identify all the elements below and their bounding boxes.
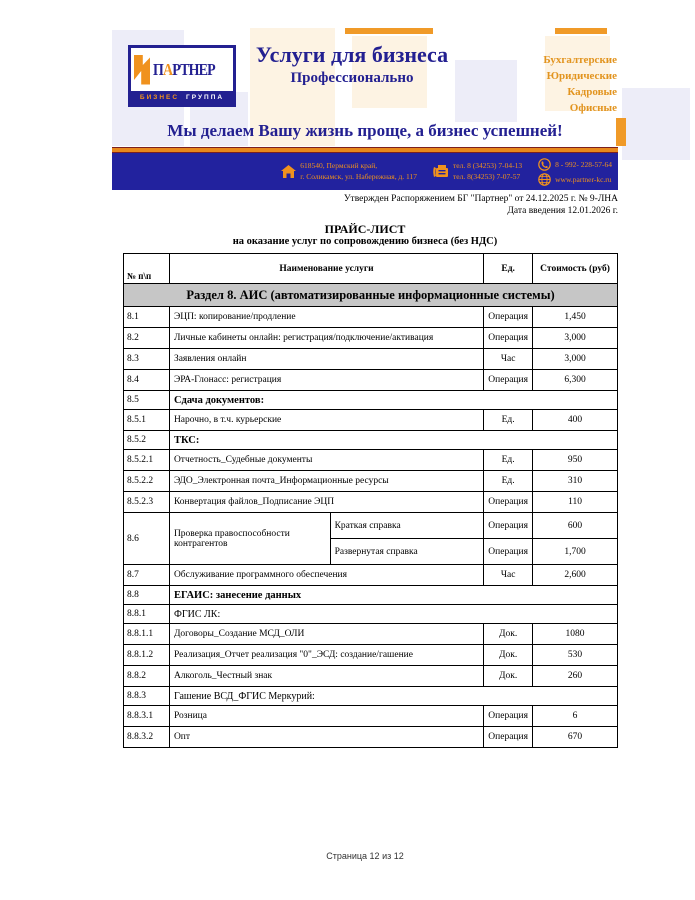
header-name: Наименование услуги: [169, 254, 483, 284]
row-number-cell: 8.7: [124, 565, 170, 586]
service-name-cell: Алкоголь_Честный знак: [169, 666, 483, 687]
price-cell: 1080: [533, 624, 618, 645]
table-split-row: [124, 513, 618, 539]
row-number-cell: 8.3: [124, 349, 170, 370]
row-number-cell: 8.8.3.2: [124, 727, 170, 748]
group-name-cell: Гашение ВСД_ФГИС Меркурий:: [169, 687, 617, 706]
row-number-cell: 8.6: [124, 513, 170, 565]
price-cell: 670: [533, 727, 618, 748]
service-name-cell: Конвертация файлов_Подписание ЭЦП: [169, 492, 483, 513]
row-number-cell: 8.8.1.2: [124, 645, 170, 666]
viber-phone-icon: [538, 158, 551, 171]
table-row: [124, 645, 618, 666]
table-row: [124, 624, 618, 645]
unit-cell: Ед.: [484, 410, 533, 431]
row-number-cell: 8.5.1: [124, 410, 170, 431]
header-price: Стоимость (руб): [533, 254, 618, 284]
house-icon: [281, 165, 296, 179]
address-line2: г. Соликамск, ул. Набережная, д. 117: [300, 171, 418, 181]
table-row: [124, 471, 618, 492]
section-header-row: [124, 284, 618, 307]
table-group-row: [124, 586, 618, 605]
unit-cell: Операция: [484, 539, 533, 565]
table-row: [124, 328, 618, 349]
table-row: [124, 410, 618, 431]
unit-cell: Час: [484, 349, 533, 370]
price-cell: 310: [533, 471, 618, 492]
group-name-cell: ЕГАИС: занесение данных: [169, 586, 617, 605]
address-block: [281, 161, 417, 182]
price-cell: 6,300: [533, 370, 618, 391]
service-name-cell: ЭДО_Электронная почта_Информационные ресурсы: [169, 471, 483, 492]
page-number: Страница 12 из 12: [326, 851, 404, 861]
header-num: № п\п: [124, 254, 170, 284]
row-number-cell: 8.5.2.2: [124, 471, 170, 492]
service-name-cell: Проверка правоспособности контрагентов: [169, 513, 330, 565]
banner-title: Услуги для бизнеса: [255, 42, 449, 67]
price-cell: 950: [533, 450, 618, 471]
row-number-cell: 8.1: [124, 307, 170, 328]
row-number-cell: 8.8: [124, 586, 170, 605]
service-category: Бухгалтерские: [543, 54, 617, 66]
row-number-cell: 8.8.1.1: [124, 624, 170, 645]
service-category: Кадровые: [567, 85, 617, 98]
service-name-cell: Договоры_Создание МСД_ОЛИ: [169, 624, 483, 645]
table-row: [124, 727, 618, 748]
price-cell: 2,600: [533, 565, 618, 586]
document-title: ПРАЙС-ЛИСТ: [324, 222, 406, 236]
web-block: [538, 158, 612, 186]
table-group-row: [124, 431, 618, 450]
unit-cell: Операция: [484, 328, 533, 349]
row-number-cell: 8.8.3.1: [124, 706, 170, 727]
unit-cell: Операция: [484, 727, 533, 748]
contact-bar: [112, 147, 618, 190]
approval-block: [112, 194, 618, 218]
service-categories: [455, 53, 617, 117]
price-cell: 400: [533, 410, 618, 431]
unit-cell: Док.: [484, 666, 533, 687]
row-number-cell: 8.5.2: [124, 431, 170, 450]
table-group-row: [124, 391, 618, 410]
service-name-cell: Личные кабинеты онлайн: регистрация/подключение/активация: [169, 328, 483, 349]
approval-line2: Дата введения 12.01.2026 г.: [507, 205, 618, 216]
price-table: [123, 253, 618, 748]
row-number-cell: 8.2: [124, 328, 170, 349]
group-name-cell: ТКС:: [169, 431, 617, 450]
section-title: Раздел 8. АИС (автоматизированные информационные системы): [124, 284, 618, 307]
phones-block: [433, 161, 522, 182]
sub-option-cell: Краткая справка: [330, 513, 484, 539]
table-row: [124, 492, 618, 513]
service-name-cell: ЭРА-Глонасс: регистрация: [169, 370, 483, 391]
approval-line1: Утвержден Распоряжением БГ "Партнер" от 24.12.2025 г. № 9-ЛНА: [343, 194, 618, 204]
table-row: [124, 666, 618, 687]
group-name-cell: Сдача документов:: [169, 391, 617, 410]
service-name-cell: ЭЦП: копирование/продление: [169, 307, 483, 328]
price-cell: 600: [533, 513, 618, 539]
table-group-row: [124, 687, 618, 706]
unit-cell: Ед.: [484, 450, 533, 471]
company-slogan: Мы делаем Вашу жизнь проще, а бизнес успешней!: [167, 121, 563, 140]
table-group-row: [124, 605, 618, 624]
table-row: [124, 349, 618, 370]
service-name-cell: Реализация_Отчет реализация "0"_ЭСД: создание/гашение: [169, 645, 483, 666]
website-link[interactable]: www.partner-kc.ru: [555, 174, 612, 184]
service-category: Офисные: [569, 101, 617, 114]
unit-cell: Док.: [484, 624, 533, 645]
logo-brand-text: ПАРТНЕР: [153, 59, 215, 79]
price-cell: 1,700: [533, 539, 618, 565]
header-unit: Ед.: [484, 254, 533, 284]
table-header-row: [124, 254, 618, 284]
unit-cell: Док.: [484, 645, 533, 666]
price-cell: 110: [533, 492, 618, 513]
unit-cell: Операция: [484, 706, 533, 727]
banner-subtitle: Профессионально: [290, 70, 414, 86]
table-row: [124, 370, 618, 391]
price-cell: 6: [533, 706, 618, 727]
price-cell: 530: [533, 645, 618, 666]
row-number-cell: 8.8.2: [124, 666, 170, 687]
table-row: [124, 307, 618, 328]
row-number-cell: 8.8.3: [124, 687, 170, 706]
logo-strip: БИЗНЕС ГРУППА: [131, 91, 233, 104]
unit-cell: Операция: [484, 513, 533, 539]
service-name-cell: Заявления онлайн: [169, 349, 483, 370]
row-number-cell: 8.5: [124, 391, 170, 410]
logo-figure-icon: [134, 55, 150, 85]
decor-strip: [345, 28, 433, 34]
address-line1: 618540, Пермский край,: [300, 161, 378, 170]
unit-cell: Операция: [484, 492, 533, 513]
company-logo: [128, 45, 236, 107]
phone-line2: тел. 8(34253) 7-07-57: [453, 171, 521, 181]
row-number-cell: 8.5.2.3: [124, 492, 170, 513]
mobile-number: 8 - 992- 228-57-64: [555, 159, 612, 169]
decor-strip: [555, 28, 607, 34]
table-row: [124, 565, 618, 586]
row-number-cell: 8.4: [124, 370, 170, 391]
service-name-cell: Опт: [169, 727, 483, 748]
fax-phone-icon: [433, 164, 449, 179]
unit-cell: Ед.: [484, 471, 533, 492]
row-number-cell: 8.8.1: [124, 605, 170, 624]
unit-cell: Операция: [484, 370, 533, 391]
row-number-cell: 8.5.2.1: [124, 450, 170, 471]
document-subtitle: на оказание услуг по сопровождению бизнеса (без НДС): [232, 236, 498, 247]
unit-cell: Операция: [484, 307, 533, 328]
service-name-cell: Розница: [169, 706, 483, 727]
sub-option-cell: Развернутая справка: [330, 539, 484, 565]
globe-icon: [538, 173, 551, 186]
unit-cell: Час: [484, 565, 533, 586]
service-name-cell: Нарочно, в т.ч. курьерские: [169, 410, 483, 431]
table-row: [124, 706, 618, 727]
service-name-cell: Обслуживание программного обеспечения: [169, 565, 483, 586]
service-category: Юридические: [546, 69, 617, 82]
price-cell: 260: [533, 666, 618, 687]
price-cell: 3,000: [533, 349, 618, 370]
service-name-cell: Отчетность_Судебные документы: [169, 450, 483, 471]
group-name-cell: ФГИС ЛК:: [169, 605, 617, 624]
price-cell: 3,000: [533, 328, 618, 349]
phone-line1: тел. 8 (34253) 7-04-13: [453, 161, 523, 170]
table-row: [124, 450, 618, 471]
price-cell: 1,450: [533, 307, 618, 328]
